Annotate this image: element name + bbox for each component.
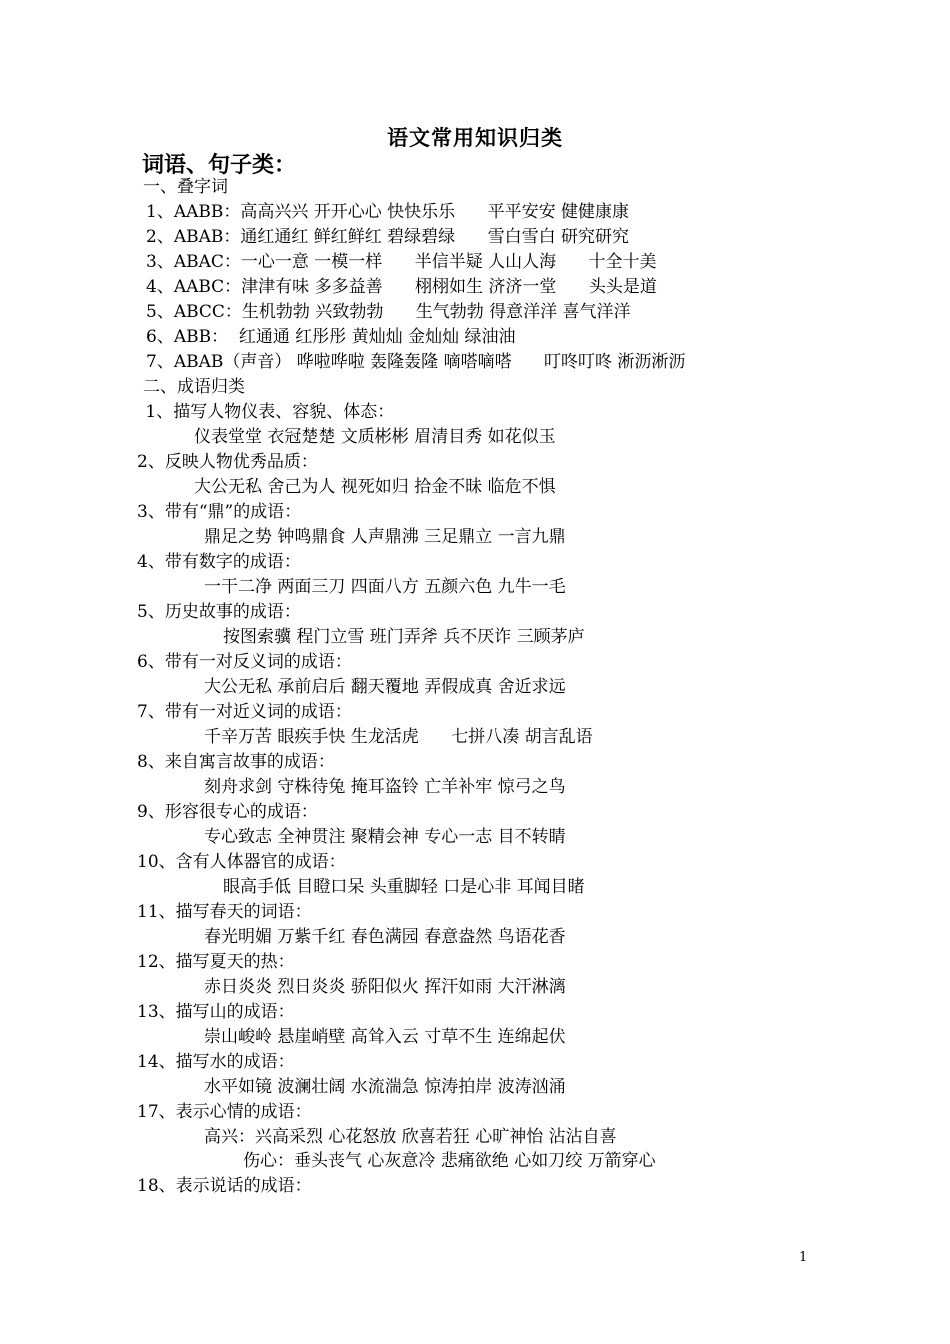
- text-line: 3、ABAC：一心一意 一模一样 半信半疑 人山人海 十全十美: [146, 252, 657, 272]
- text-line: 2、ABAB：通红通红 鲜红鲜红 碧绿碧绿 雪白雪白 研究研究: [146, 227, 629, 247]
- text-line: 5、ABCC：生机勃勃 兴致勃勃 生气勃勃 得意洋洋 喜气洋洋: [146, 302, 631, 322]
- text-line: 4、AABC：津津有味 多多益善 栩栩如生 济济一堂 头头是道: [146, 277, 657, 297]
- item-label: 3、带有“鼎”的成语：: [137, 502, 302, 522]
- item-label: 9、形容很专心的成语：: [137, 802, 318, 822]
- item-label: 17、表示心情的成语：: [137, 1102, 312, 1122]
- item-words: 按图索骥 程门立雪 班门弄斧 兵不厌诈 三顾茅庐: [223, 627, 585, 647]
- item-label: 4、带有数字的成语：: [137, 552, 301, 572]
- item-words: 赤日炎炎 烈日炎炎 骄阳似火 挥汗如雨 大汗淋漓: [204, 977, 566, 997]
- item-words: 高兴：兴高采烈 心花怒放 欣喜若狂 心旷神怡 沾沾自喜: [204, 1127, 617, 1147]
- item-label: 7、带有一对近义词的成语：: [137, 702, 352, 722]
- item-label: 13、描写山的成语：: [137, 1002, 295, 1022]
- item-label: 5、历史故事的成语：: [137, 602, 301, 622]
- item-words: 水平如镜 波澜壮阔 水流湍急 惊涛拍岸 波涛汹涌: [204, 1077, 566, 1097]
- item-label: 14、描写水的成语：: [137, 1052, 295, 1072]
- item-words: 大公无私 舍己为人 视死如归 拾金不昧 临危不惧: [194, 477, 556, 497]
- item-words: 一干二净 两面三刀 四面八方 五颜六色 九牛一毛: [204, 577, 566, 597]
- page-number: 1: [799, 1250, 808, 1265]
- item-words: 春光明媚 万紫千红 春色满园 春意盎然 鸟语花香: [204, 927, 566, 947]
- item-label: 18、表示说话的成语：: [137, 1176, 312, 1196]
- item-label: 8、来自寓言故事的成语：: [137, 752, 335, 772]
- item-words: 崇山峻岭 悬崖峭壁 高耸入云 寸草不生 连绵起伏: [204, 1027, 566, 1047]
- text-line: 6、ABB： 红通通 红彤彤 黄灿灿 金灿灿 绿油油: [146, 327, 516, 347]
- item-words: 仪表堂堂 衣冠楚楚 文质彬彬 眉清目秀 如花似玉: [194, 427, 556, 447]
- section-heading: 词语、句子类：: [142, 152, 297, 178]
- document-title: 语文常用知识归类: [387, 125, 563, 150]
- item-words: 千辛万苦 眼疾手快 生龙活虎 七拼八凑 胡言乱语: [204, 727, 593, 747]
- subsection-label: 一、叠字词: [143, 177, 228, 197]
- subsection-label: 二、成语归类: [143, 377, 245, 397]
- item-words: 大公无私 承前启后 翻天覆地 弄假成真 舍近求远: [204, 677, 566, 697]
- item-label: 12、描写夏天的热：: [137, 952, 295, 972]
- item-label: 6、带有一对反义词的成语：: [137, 652, 352, 672]
- item-label: 2、反映人物优秀品质：: [137, 452, 318, 472]
- item-words: 眼高手低 目瞪口呆 头重脚轻 口是心非 耳闻目睹: [223, 877, 585, 897]
- item-label: 1、描写人物仪表、容貌、体态：: [140, 402, 395, 422]
- item-words: 刻舟求剑 守株待兔 掩耳盗铃 亡羊补牢 惊弓之鸟: [204, 777, 566, 797]
- item-words: 专心致志 全神贯注 聚精会神 专心一志 目不转睛: [204, 827, 566, 847]
- item-label: 11、描写春天的词语：: [137, 902, 312, 922]
- text-line: 7、ABAB（声音） 哗啦哗啦 轰隆轰隆 嘀嗒嘀嗒 叮咚叮咚 淅沥淅沥: [146, 352, 686, 372]
- item-label: 10、含有人体器官的成语：: [137, 852, 346, 872]
- item-words: 伤心：垂头丧气 心灰意冷 悲痛欲绝 心如刀绞 万箭穿心: [243, 1151, 656, 1171]
- item-words: 鼎足之势 钟鸣鼎食 人声鼎沸 三足鼎立 一言九鼎: [204, 527, 566, 547]
- text-line: 1、AABB：高高兴兴 开开心心 快快乐乐 平平安安 健健康康: [146, 202, 629, 222]
